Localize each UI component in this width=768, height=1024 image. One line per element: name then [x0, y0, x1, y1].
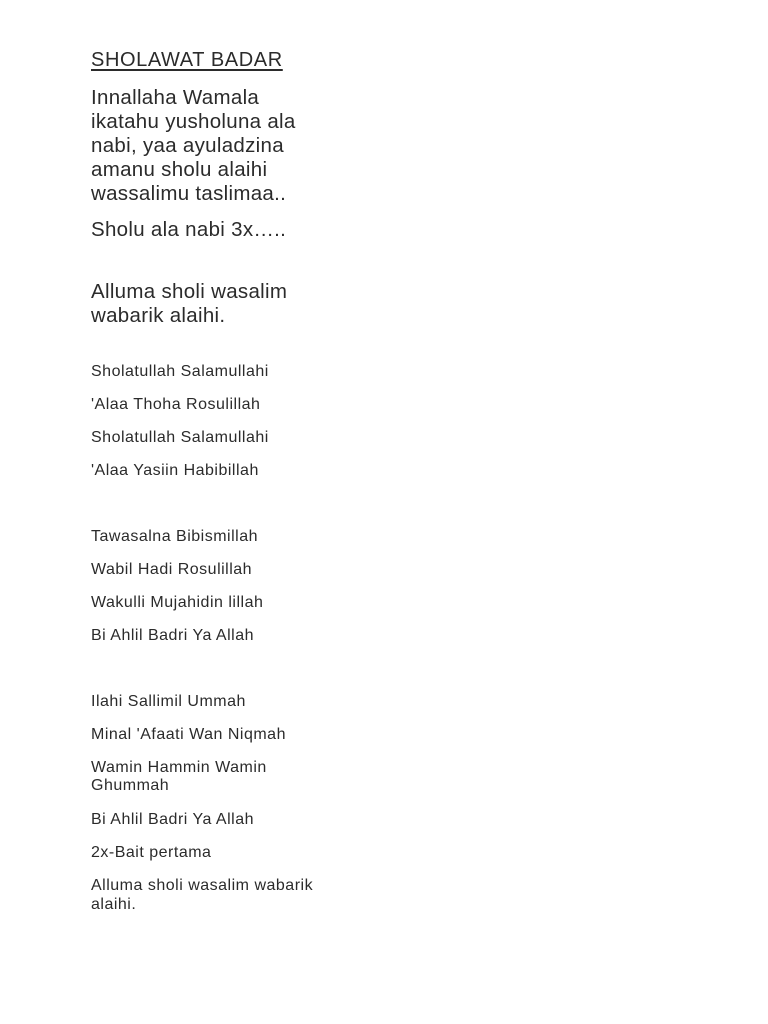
verse-line: Sholatullah Salamullahi — [91, 363, 269, 380]
verse-line: Wabil Hadi Rosulillah — [91, 561, 253, 578]
verse-line: Minal 'Afaati Wan Niqmah — [91, 726, 286, 743]
refrain-line: Sholu ala nabi 3x….. — [91, 218, 287, 241]
verse-line: Bi Ahlil Badri Ya Allah — [91, 627, 254, 644]
verse-line: Ilahi Sallimil Ummah — [91, 693, 246, 710]
verse-line: Ghummah — [91, 777, 170, 794]
verse-line: 'Alaa Thoha Rosulillah — [91, 396, 261, 413]
intro-line: nabi, yaa ayuladzina — [91, 134, 284, 157]
verse-line: Wakulli Mujahidin lillah — [91, 594, 264, 611]
verse-line: Bi Ahlil Badri Ya Allah — [91, 811, 254, 828]
verse-line: Sholatullah Salamullahi — [91, 429, 269, 446]
intro-line: wassalimu taslimaa.. — [91, 182, 287, 205]
document-title: SHOLAWAT BADAR — [91, 49, 283, 71]
verse-line: Wamin Hammin Wamin — [91, 759, 267, 776]
prayer-line: Alluma sholi wasalim — [91, 280, 288, 303]
verse-line: Tawasalna Bibismillah — [91, 528, 259, 545]
intro-line: amanu sholu alaihi — [91, 158, 268, 181]
prayer-line: wabarik alaihi. — [91, 304, 226, 327]
closing-line: Alluma sholi wasalim wabarik — [91, 877, 314, 894]
intro-line: ikatahu yusholuna ala — [91, 110, 296, 133]
closing-line: alaihi. — [91, 896, 137, 913]
intro-line: Innallaha Wamala — [91, 86, 260, 109]
repeat-note: 2x-Bait pertama — [91, 844, 212, 861]
verse-line: 'Alaa Yasiin Habibillah — [91, 462, 259, 479]
